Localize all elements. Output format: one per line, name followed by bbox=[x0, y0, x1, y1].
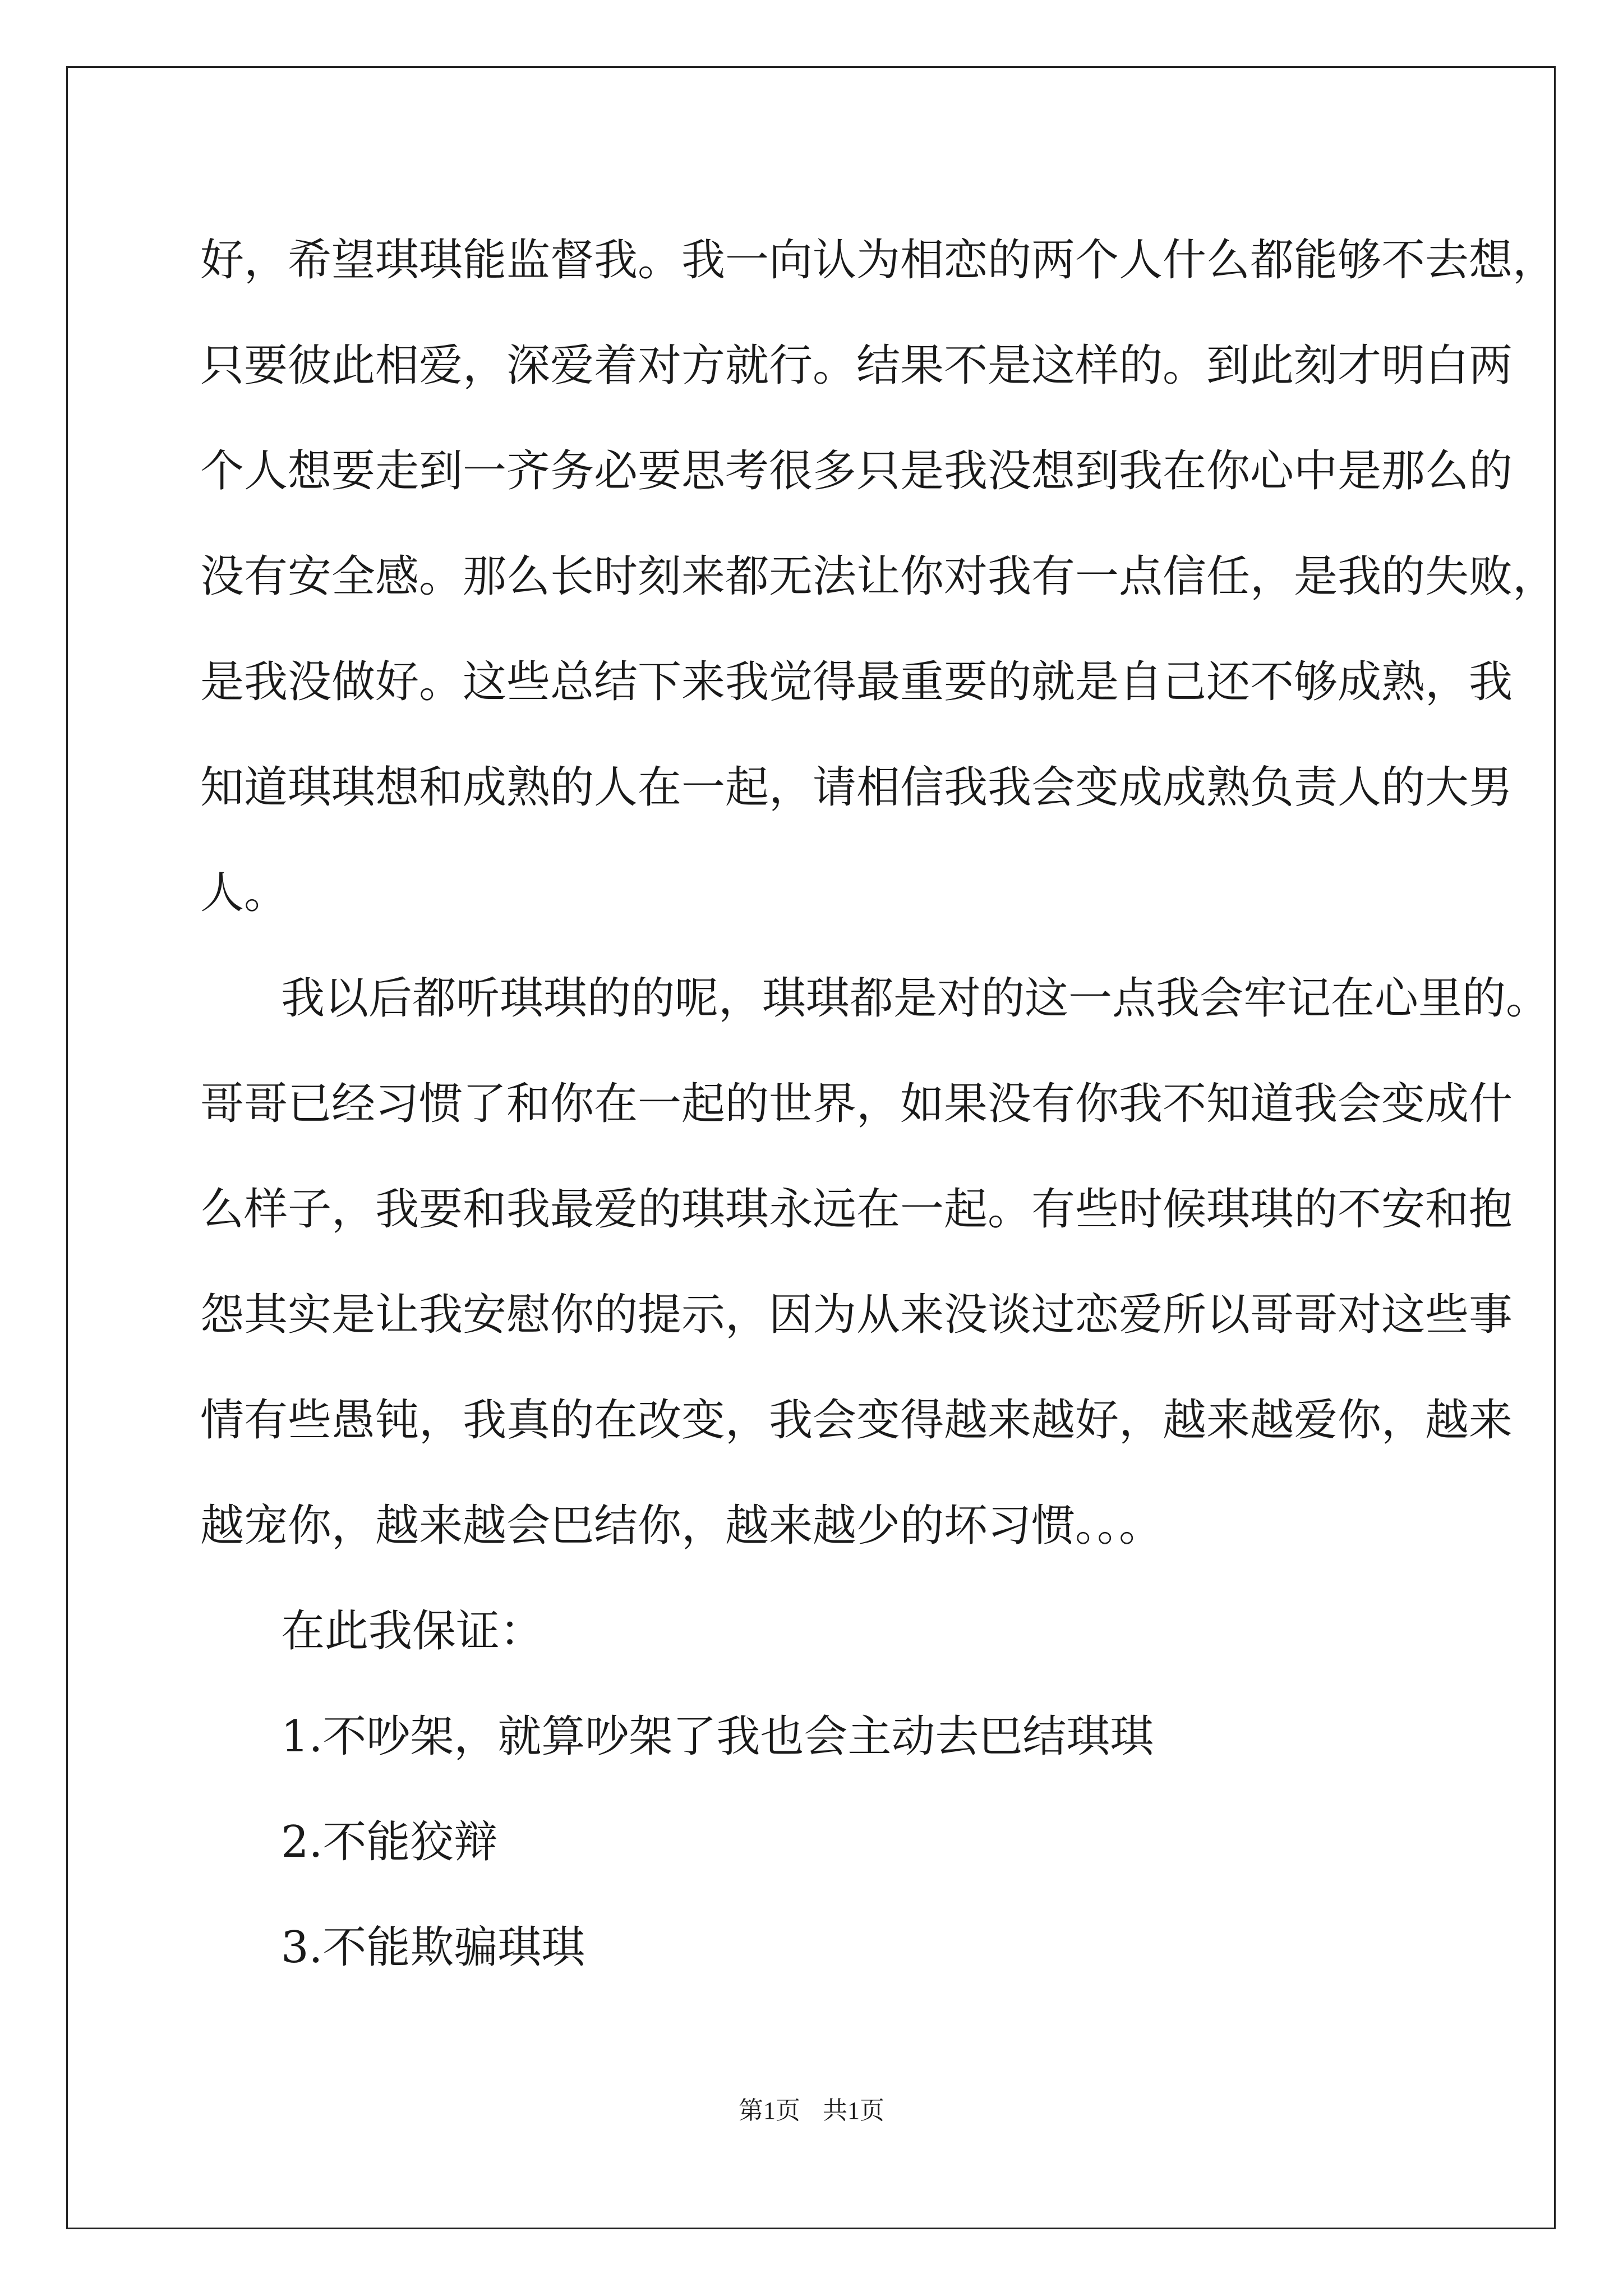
text-line: 好，希望琪琪能监督我。我一向认为相恋的两个人什么都能够不去想， bbox=[200, 235, 1557, 286]
text-line: 人。 bbox=[200, 868, 288, 918]
document-body bbox=[200, 208, 1557, 2000]
text-line: 我以后都听琪琪的的呢，琪琪都是对的这一点我会牢记在心里的。 bbox=[281, 973, 1550, 1024]
text-line: 情有些愚钝，我真的在改变，我会变得越来越好，越来越爱你，越来 bbox=[200, 1395, 1513, 1446]
page-footer bbox=[0, 2090, 1623, 2126]
text-line: 知道琪琪想和成熟的人在一起，请相信我我会变成成熟负责人的大男 bbox=[200, 762, 1513, 813]
text-line: 么样子，我要和我最爱的琪琪永远在一起。有些时候琪琪的不安和抱 bbox=[200, 1184, 1513, 1235]
text-line: 只要彼此相爱，深爱着对方就行。结果不是这样的。到此刻才明白两 bbox=[200, 341, 1513, 391]
page-number: 第1页 bbox=[739, 2097, 800, 2124]
text-line: 在此我保证： bbox=[281, 1606, 544, 1657]
text-line: 个人想要走到一齐务必要思考很多只是我没想到我在你心中是那么的 bbox=[200, 446, 1513, 496]
text-line: 是我没做好。这些总结下来我觉得最重要的就是自己还不够成熟，我 bbox=[200, 657, 1513, 707]
text-line: 怨其实是让我安慰你的提示，因为从来没谈过恋爱所以哥哥对这些事 bbox=[200, 1290, 1513, 1340]
page-total: 共1页 bbox=[823, 2097, 884, 2124]
list-item: 3.不能欺骗琪琪 bbox=[281, 1922, 585, 1973]
text-line: 没有安全感。那么长时刻来都无法让你对我有一点信任，是我的失败， bbox=[200, 551, 1557, 602]
text-line: 越宠你，越来越会巴结你，越来越少的坏习惯。。。 bbox=[200, 1501, 1163, 1551]
list-item: 2.不能狡辩 bbox=[281, 1817, 498, 1867]
list-item: 1.不吵架，就算吵架了我也会主动去巴结琪琪 bbox=[281, 1711, 1154, 1762]
text-line: 哥哥已经习惯了和你在一起的世界，如果没有你我不知道我会变成什 bbox=[200, 1079, 1513, 1129]
